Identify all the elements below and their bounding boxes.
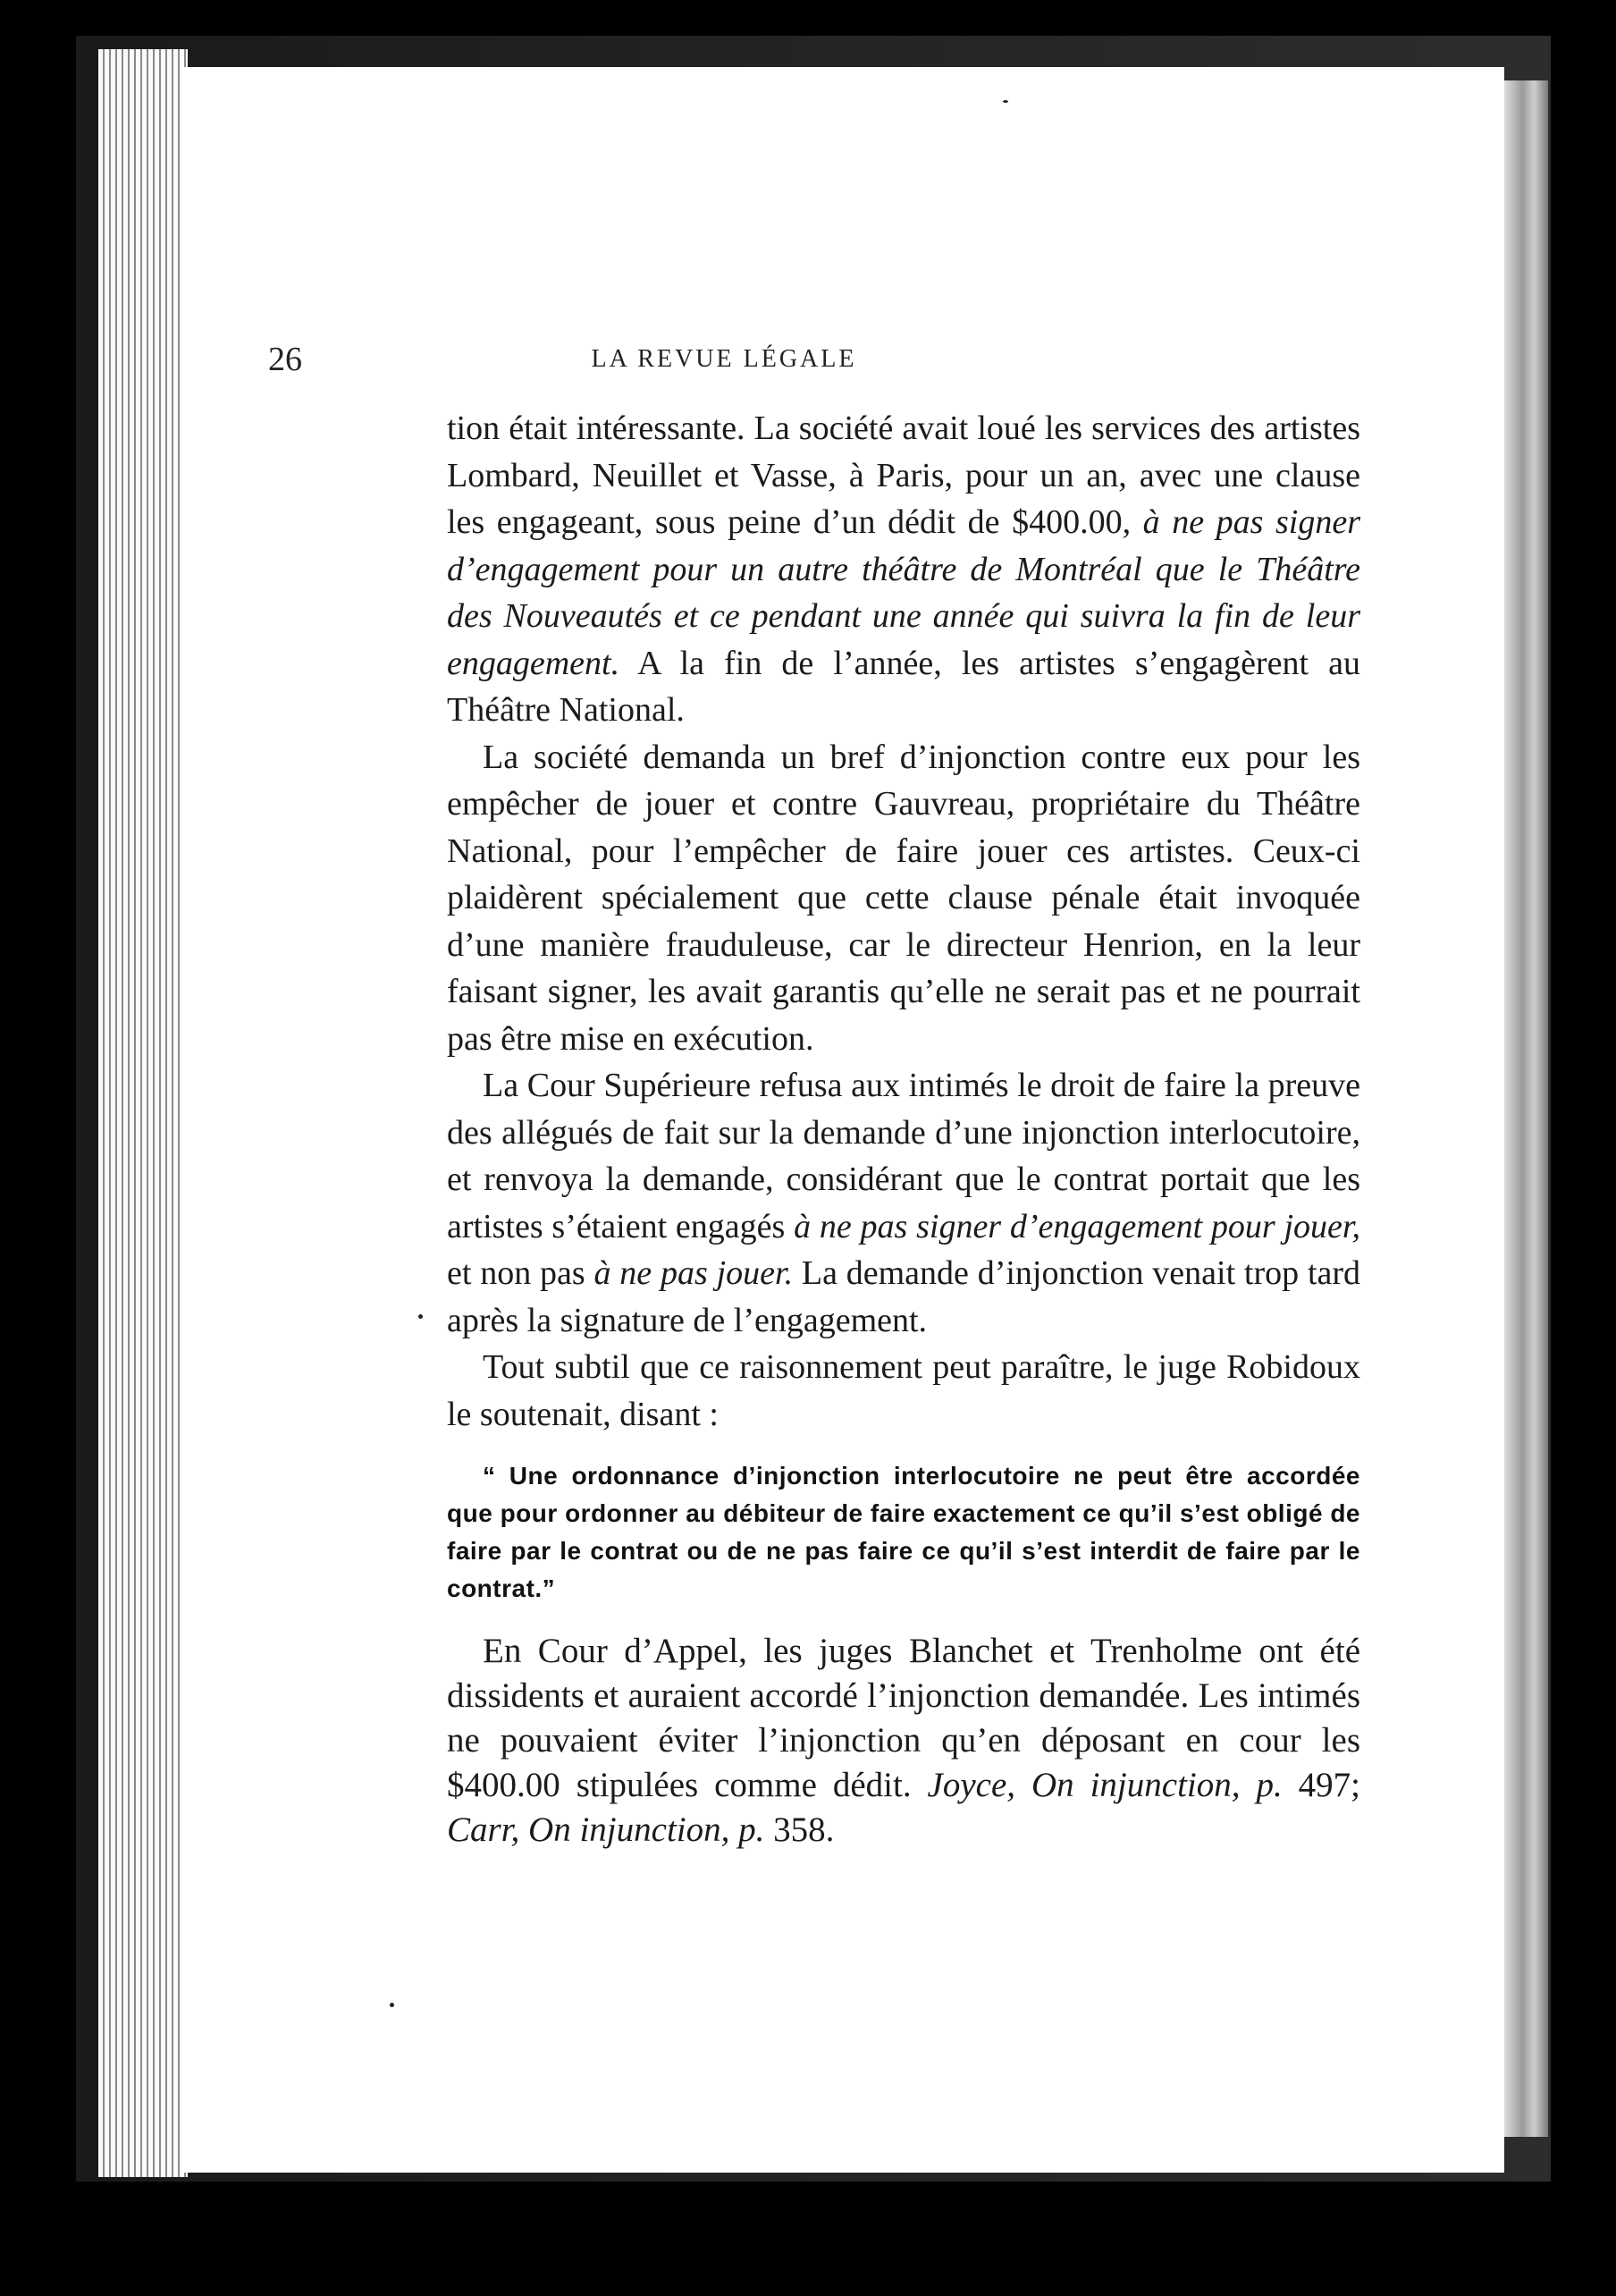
page-speck	[1003, 100, 1008, 103]
text-run: 497;	[1282, 1766, 1360, 1804]
text-run: La Cour Supérieure refusa aux intimés le droit de faire la preuve des allégués de fait sur la demande d’une injonction interlocutoire, et renvoya la demande, considérant que le contrat portait que les artistes s’étaient engagés	[447, 1067, 1360, 1245]
running-title: LA REVUE LÉGALE	[591, 345, 857, 373]
italic-text: Joyce, On injunction, p.	[927, 1766, 1283, 1804]
page-body	[447, 405, 1360, 1853]
paragraph-p4	[447, 1344, 1360, 1438]
italic-text: à ne pas signer d’engagement pour un autre théâtre de Montréal que le Théâtre des Nouveautés et ce pendant une année qui suivra la fin de leur engagement.	[447, 503, 1360, 682]
page-speck	[390, 2003, 394, 2007]
text-run: La société demanda un bref d’injonction contre eux pour les empêcher de jouer et contre Gauvreau, propriétaire du Théâtre National, pour l’empêcher de faire jouer ces artistes. Ceux-ci plaidèrent spécialement que cette clause pénale était invoquée d’une manière frauduleuse, car le directeur Henrion, en la leur faisant signer, les avait garantis qu’elle ne serait pas et ne pourrait pas être mise en exécution.	[447, 738, 1360, 1058]
book-right-edge	[1502, 80, 1548, 2137]
paragraph-p1	[447, 405, 1360, 734]
paragraphs	[447, 405, 1360, 1438]
text-run: A la fin de l’année, les artistes s’engagèrent au Théâtre National.	[447, 644, 1360, 729]
page-stack-edges	[98, 49, 188, 2177]
text-run: En Cour d’Appel, les juges Blanchet et Trenholme ont été dissidents et auraient accordé l’injonction demandée. Les intimés ne pouvaient éviter l’injonction qu’en déposant en cour les $400.00 stipulées comme dédit.	[447, 1632, 1360, 1804]
paragraph-p2	[447, 734, 1360, 1063]
text-run: Tout subtil que ce raisonnement peut paraître, le juge Robidoux le soutenait, disant :	[447, 1348, 1360, 1433]
block-quote: “ Une ordonnance d’injonction interlocutoire ne peut être accordée que pour ordonner au débiteur de faire exactement ce qu’il s’est obligé de faire par le contrat ou de ne pas faire ce qu’il s’est interdit de faire par le contrat.”	[447, 1462, 1360, 1602]
paragraph-p3	[447, 1062, 1360, 1344]
italic-text: à ne pas signer d’engagement pour jouer,	[794, 1207, 1360, 1245]
italic-text: Carr, On injunction, p.	[447, 1811, 765, 1849]
text-run: et non pas	[447, 1254, 594, 1292]
page-speck	[418, 1314, 423, 1319]
page-header	[268, 340, 1180, 384]
italic-text: à ne pas jouer.	[593, 1254, 794, 1292]
page-number: 26	[268, 341, 302, 378]
text-run: La demande d’injonction venait trop tard après la signature de l’engagement.	[447, 1254, 1361, 1339]
closing-paragraph	[447, 1629, 1360, 1853]
text-run: tion était intéressante. La société avait loué les services des artistes Lombard, Neuillet et Vasse, à Paris, pour un an, avec une clause les engageant, sous peine d’un dédit de $400.00,	[447, 409, 1360, 541]
text-run: 358.	[764, 1811, 835, 1849]
